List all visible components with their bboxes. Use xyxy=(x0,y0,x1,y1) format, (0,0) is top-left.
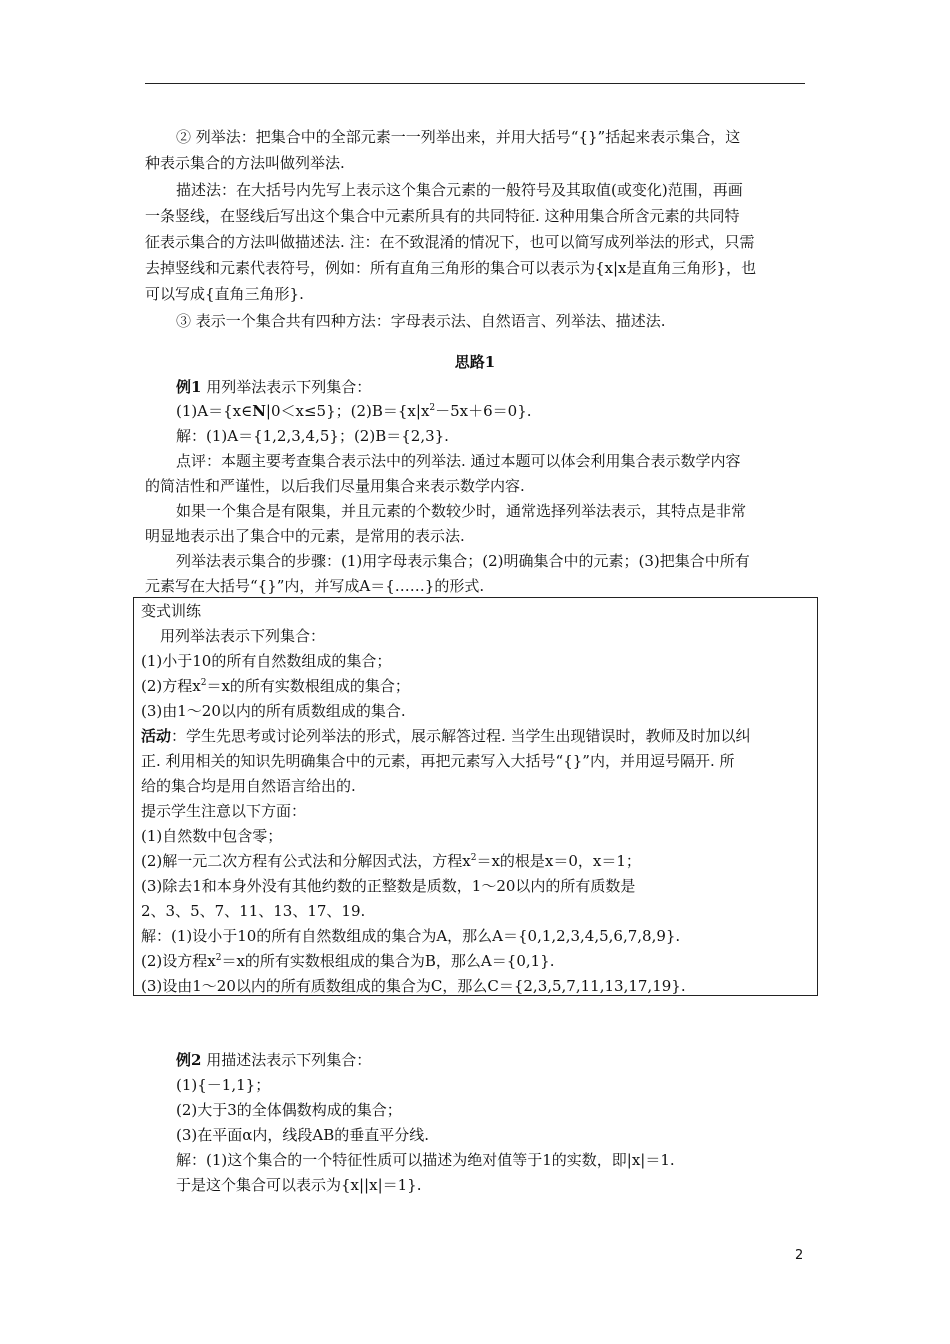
box-question1: (1)小于10的所有自然数组成的集合； xyxy=(141,652,392,670)
example1-label: 例1 xyxy=(176,378,202,396)
header-rule xyxy=(145,83,805,84)
example2-heading xyxy=(176,1050,838,1070)
example1-comment-line1: 点评：本题主要考查集合表示法中的列举法. 通过本题可以体会利用集合表示数学内容 xyxy=(176,452,741,470)
para-description-line2: 一条竖线，在竖线后写出这个集合中元素所具有的共同特征. 这种用集合所含元素的共同特 xyxy=(145,207,740,225)
box-title: 变式训练 xyxy=(141,602,202,620)
example1-steps-line2: 元素写在大括号“{}”内，并写成A＝{……}的形式. xyxy=(145,577,485,595)
example2-prompt: 用描述法表示下列集合： xyxy=(201,1051,372,1069)
para-description-line1: 描述法：在大括号内先写上表示这个集合元素的一般符号及其取值(或变化)范围，再画 xyxy=(176,181,743,199)
example2-solution-line1: 解：(1)这个集合的一个特征性质可以描述为绝对值等于1的实数，即|x|＝1. xyxy=(176,1151,675,1169)
box-hint1: (1)自然数中包含零； xyxy=(141,827,283,845)
example2-question2: (2)大于3的全体偶数构成的集合； xyxy=(176,1101,402,1119)
example2-label: 例2 xyxy=(176,1051,202,1069)
natural-number-symbol: N xyxy=(252,402,266,420)
example1-heading xyxy=(176,377,838,397)
box-question3: (3)由1～20以内的所有质数组成的集合. xyxy=(141,702,406,720)
example1-steps-line1: 列举法表示集合的步骤：(1)用字母表示集合；(2)明确集合中的元素；(3)把集合中所有 xyxy=(176,552,750,570)
example1-note-line2: 明显地表示出了集合中的元素，是常用的表示法. xyxy=(145,527,465,545)
box-prompt: 用列举法表示下列集合： xyxy=(160,627,326,645)
box-solution1: 解：(1)设小于10的所有自然数组成的集合为A，那么A＝{0,1,2,3,4,5,6,7,8,9}. xyxy=(141,927,681,945)
page-number: 2 xyxy=(795,1248,804,1263)
box-hint3-primes: 2、3、5、7、11、13、17、19. xyxy=(141,902,366,920)
example2-question3: (3)在平面α内，线段AB的垂直平分线. xyxy=(176,1126,430,1144)
box-activity-line3: 给的集合均是用自然语言给出的. xyxy=(141,777,356,795)
example2-solution-line2: 于是这个集合可以表示为{x||x|＝1}. xyxy=(176,1176,422,1194)
para-enumeration-line1: ② 列举法：把集合中的全部元素一一列举出来，并用大括号“{}”括起来表示集合，这 xyxy=(176,128,741,146)
example2-question1: (1){－1,1}； xyxy=(176,1076,271,1094)
box-activity-line2: 正. 利用相关的知识先明确集合中的元素，再把元素写入大括号“{}”内，并用逗号隔开. 所 xyxy=(141,752,735,770)
example1-note-line1: 如果一个集合是有限集，并且元素的个数较少时，通常选择列举法表示，其特点是非常 xyxy=(176,502,747,520)
para-four-methods: ③ 表示一个集合共有四种方法：字母表示法、自然语言、列举法、描述法. xyxy=(176,312,666,330)
para-description-line4: 去掉竖线和元素代表符号，例如：所有直角三角形的集合可以表示为{x|x是直角三角形}，也 xyxy=(145,259,757,277)
example1-solution: 解：(1)A＝{1,2,3,4,5}；(2)B＝{2,3}. xyxy=(176,427,449,445)
example1-comment-line2: 的简洁性和严谨性，以后我们尽量用集合来表示数学内容. xyxy=(145,477,525,495)
box-hint2: (2)解一元二次方程有公式法和分解因式法，方程$x^2=x$的根是x＝0，x＝1； xyxy=(141,852,641,870)
activity-label: 活动 xyxy=(141,727,172,745)
example1-prompt: 用列举法表示下列集合： xyxy=(201,378,372,396)
para-description-line5: 可以写成{直角三角形}. xyxy=(145,285,304,303)
box-solution2: (2)设方程$x^2=x$的所有实数根组成的集合为B，那么A＝{0,1}. xyxy=(141,952,555,970)
box-activity-line1: 活动：学生先思考或讨论列举法的形式，展示解答过程. 当学生出现错误时，教师及时加以纠 xyxy=(141,727,751,745)
example1-question: (1)A＝{x∈N|0＜x≤5}；$(2)B=\{x|x^2-5x+6=0\}$. xyxy=(176,402,532,420)
para-enumeration-line2: 种表示集合的方法叫做列举法. xyxy=(145,154,345,172)
box-question2: (2)方程$x^2=x$的所有实数根组成的集合； xyxy=(141,677,410,695)
para-description-line3: 征表示集合的方法叫做描述法. 注：在不致混淆的情况下，也可以简写成列举法的形式，只需 xyxy=(145,233,755,251)
section-title: 思路1 xyxy=(454,353,496,371)
box-hint: 提示学生注意以下方面： xyxy=(141,802,307,820)
box-solution3: (3)设由1～20以内的所有质数组成的集合为C，那么C＝{2,3,5,7,11,13,17,19}. xyxy=(141,977,686,995)
box-hint3: (3)除去1和本身外没有其他约数的正整数是质数，1～20以内的所有质数是 xyxy=(141,877,636,895)
